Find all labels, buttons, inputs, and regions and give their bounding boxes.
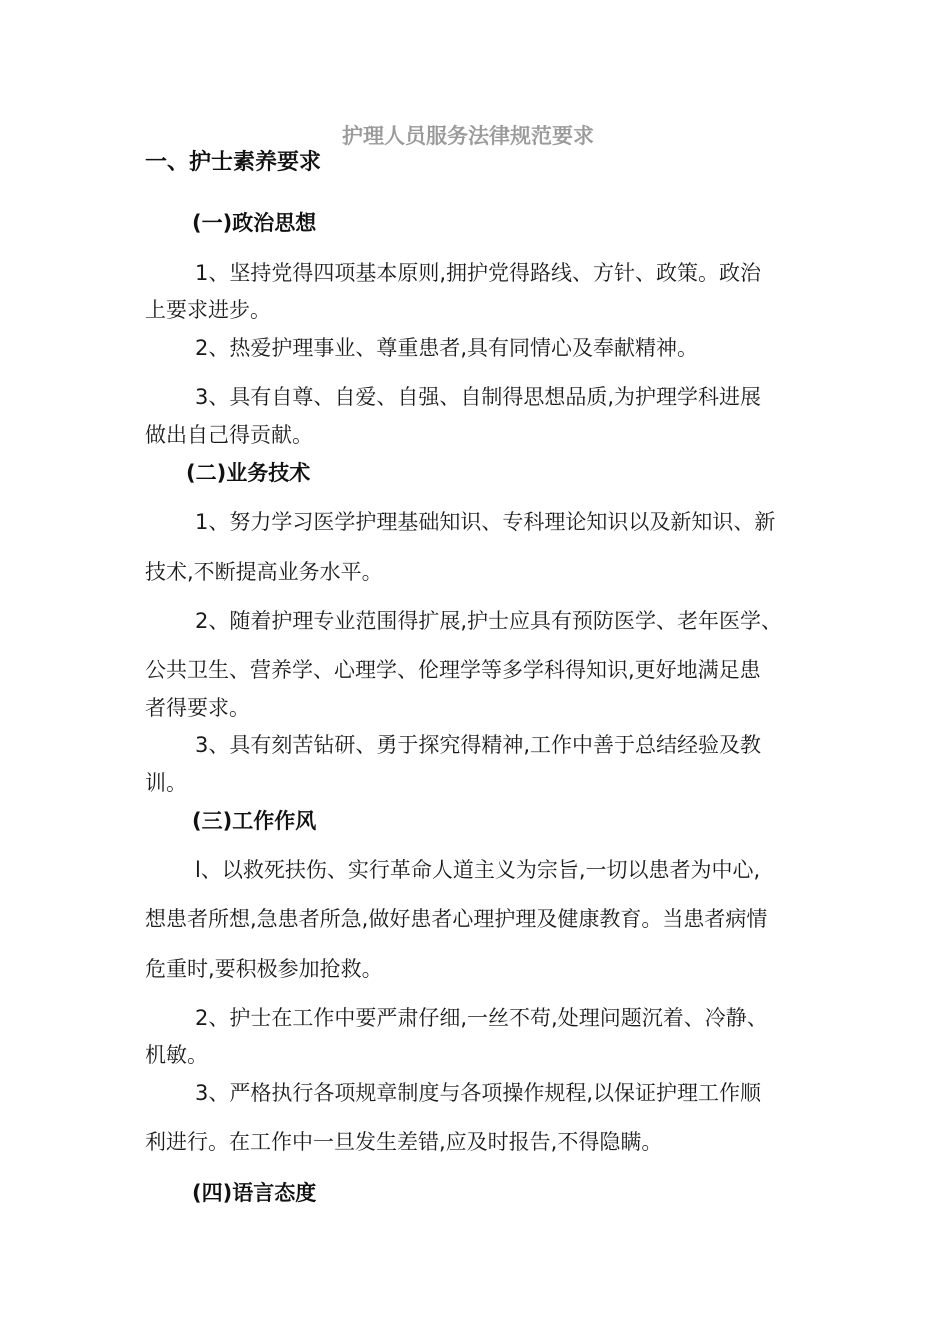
- paragraph-line: 1、坚持党得四项基本原则,拥护党得路线、方针、政策。政治: [195, 261, 762, 285]
- paragraph-line: 2、护士在工作中要严肃仔细,一丝不苟,处理问题沉着、冷静、: [195, 1006, 768, 1030]
- paragraph-line: 2、随着护理专业范围得扩展,护士应具有预防医学、老年医学、: [195, 609, 783, 633]
- section-heading: 一、护士素养要求: [145, 150, 322, 175]
- paragraph-line: 3、具有刻苦钻研、勇于探究得精神,工作中善于总结经验及教: [195, 733, 762, 757]
- paragraph-line: 技术,不断提高业务水平。: [145, 560, 383, 584]
- subsection-heading-work-style: (三)工作作风: [192, 809, 317, 833]
- paragraph-line: 3、具有自尊、自爱、自强、自制得思想品质,为护理学科进展: [195, 385, 762, 409]
- paragraph-line: 3、严格执行各项规章制度与各项操作规程,以保证护理工作顺: [195, 1081, 762, 1105]
- subsection-heading-language-attitude: (四)语言态度: [192, 1181, 317, 1205]
- paragraph-line: 1、努力学习医学护理基础知识、专科理论知识以及新知识、新: [195, 510, 776, 534]
- paragraph-line: 公共卫生、营养学、心理学、伦理学等多学科得知识,更好地满足患: [145, 658, 761, 682]
- subsection-heading-political: (一)政治思想: [192, 211, 317, 235]
- paragraph-line: 2、热爱护理事业、尊重患者,具有同情心及奉献精神。: [195, 336, 699, 360]
- paragraph-line: 利进行。在工作中一旦发生差错,应及时报告,不得隐瞒。: [145, 1130, 663, 1154]
- paragraph-line: 机敏。: [145, 1043, 208, 1067]
- paragraph-line: l、以救死扶伤、实行革命人道主义为宗旨,一切以患者为中心,: [195, 858, 761, 882]
- paragraph-line: 做出自己得贡献。: [145, 423, 313, 447]
- paragraph-line: 上要求进步。: [145, 298, 271, 322]
- paragraph-line: 训。: [145, 771, 187, 795]
- paragraph-line: 危重时,要积极参加抢救。: [145, 957, 383, 981]
- subsection-heading-technical: (二)业务技术: [186, 461, 311, 485]
- paragraph-line: 者得要求。: [145, 696, 250, 720]
- document-title: 护理人员服务法律规范要求: [342, 124, 594, 148]
- paragraph-line: 想患者所想,急患者所急,做好患者心理护理及健康教育。当患者病情: [145, 907, 768, 931]
